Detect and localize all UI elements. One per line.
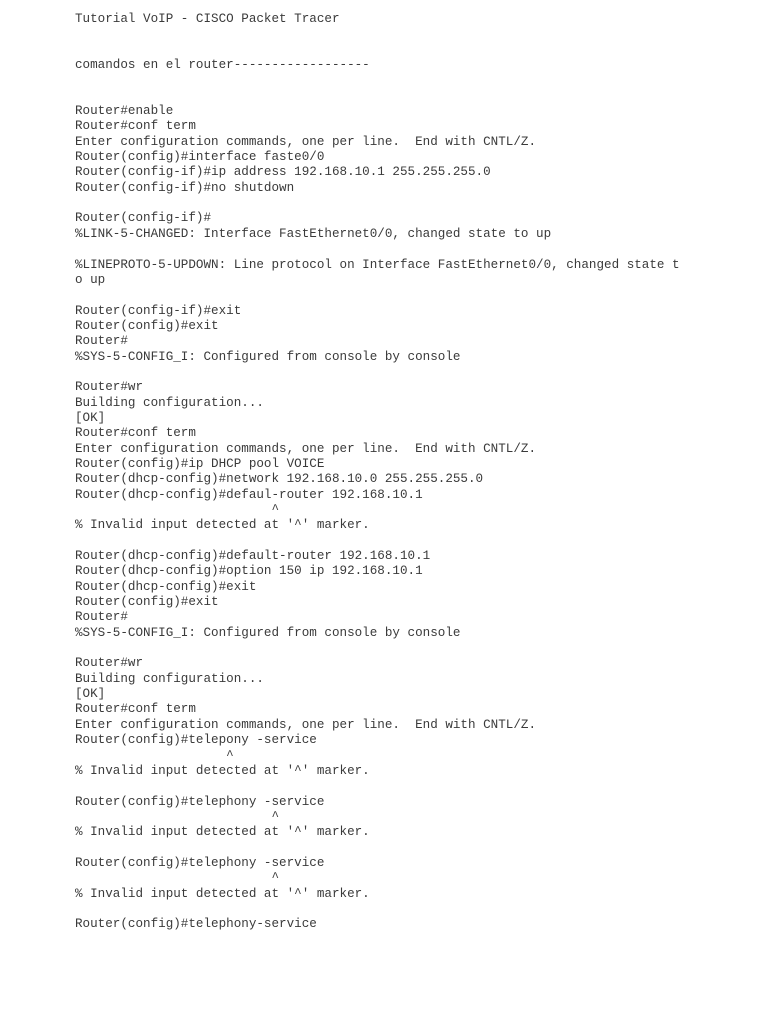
text-line: Building configuration... bbox=[75, 395, 264, 410]
text-line bbox=[75, 365, 755, 380]
text-line bbox=[75, 196, 755, 211]
text-line: Router(dhcp-config)#option 150 ip 192.168.10.1 bbox=[75, 564, 423, 579]
text-line: % Invalid input detected at '^' marker. bbox=[75, 518, 370, 533]
text-line: Building configuration... bbox=[75, 671, 264, 686]
text-line bbox=[75, 288, 755, 303]
text-line: Router(dhcp-config)#network 192.168.10.0 255.255.255.0 bbox=[75, 472, 484, 487]
text-line bbox=[75, 89, 755, 104]
text-line: Router(dhcp-config)#defaul-router 192.168.10.1 bbox=[75, 487, 423, 502]
text-line bbox=[75, 43, 755, 58]
text-line bbox=[75, 534, 755, 549]
text-line: ^ bbox=[75, 871, 280, 886]
text-line: % Invalid input detected at '^' marker. bbox=[75, 825, 370, 840]
text-line bbox=[75, 27, 755, 42]
text-line: Router(config-if)#no shutdown bbox=[75, 180, 295, 195]
text-line: Router#enable bbox=[75, 104, 174, 119]
text-line: [OK] bbox=[75, 410, 106, 425]
text-line: Enter configuration commands, one per line. End with CNTL/Z. bbox=[75, 441, 537, 456]
document-page bbox=[75, 12, 755, 933]
text-line: ^ bbox=[75, 503, 280, 517]
text-line: Router(config-if)# bbox=[75, 211, 212, 226]
text-line: Router(dhcp-config)#exit bbox=[75, 579, 257, 594]
text-line: Router#conf term bbox=[75, 426, 196, 441]
text-line: Enter configuration commands, one per line. End with CNTL/Z. bbox=[75, 717, 537, 732]
text-line bbox=[75, 779, 755, 794]
text-line: Router(config)#telephony-service bbox=[75, 917, 317, 932]
text-line: ^ bbox=[75, 748, 234, 763]
text-line: Router# bbox=[75, 334, 128, 349]
text-line: Router(config)#exit bbox=[75, 595, 219, 610]
text-line: Router(config)#telephony -service bbox=[75, 794, 325, 809]
text-line: Router# bbox=[75, 610, 128, 625]
text-line bbox=[75, 641, 755, 656]
text-line: Router(config)#telephony -service bbox=[75, 855, 325, 870]
text-line bbox=[75, 902, 755, 917]
text-line bbox=[75, 841, 755, 856]
text-line: ^ bbox=[75, 809, 280, 824]
text-line: Router#wr bbox=[75, 380, 144, 395]
text-line: Router(dhcp-config)#default-router 192.168.10.1 bbox=[75, 549, 431, 564]
text-line: % Invalid input detected at '^' marker. bbox=[75, 763, 370, 778]
text-line: %LINK-5-CHANGED: Interface FastEthernet0/0, changed state to up bbox=[75, 226, 552, 241]
text-line: %SYS-5-CONFIG_I: Configured from console by console bbox=[75, 349, 461, 364]
text-line: % Invalid input detected at '^' marker. bbox=[75, 886, 370, 901]
text-line: Tutorial VoIP - CISCO Packet Tracer bbox=[75, 12, 340, 26]
text-line bbox=[75, 242, 755, 257]
text-line: %LINEPROTO-5-UPDOWN: Line protocol on Interface FastEthernet0/0, changed state t bbox=[75, 257, 680, 272]
text-line: o up bbox=[75, 272, 106, 287]
text-line: Enter configuration commands, one per line. End with CNTL/Z. bbox=[75, 134, 537, 149]
text-line: Router(config)#ip DHCP pool VOICE bbox=[75, 456, 325, 471]
text-line: %SYS-5-CONFIG_I: Configured from console by console bbox=[75, 625, 461, 640]
text-line: Router#conf term bbox=[75, 702, 196, 717]
text-line: Router(config-if)#ip address 192.168.10.1 255.255.255.0 bbox=[75, 165, 491, 180]
text-line: Router(config)#exit bbox=[75, 318, 219, 333]
text-line bbox=[75, 73, 755, 88]
text-line: [OK] bbox=[75, 687, 106, 702]
text-line: Router(config)#interface faste0/0 bbox=[75, 150, 325, 165]
text-line: Router#wr bbox=[75, 656, 144, 671]
text-line: Router(config)#telepony -service bbox=[75, 733, 317, 748]
text-line: Router(config-if)#exit bbox=[75, 303, 242, 318]
text-line: comandos en el router------------------ bbox=[75, 58, 370, 73]
text-line: Router#conf term bbox=[75, 119, 196, 134]
